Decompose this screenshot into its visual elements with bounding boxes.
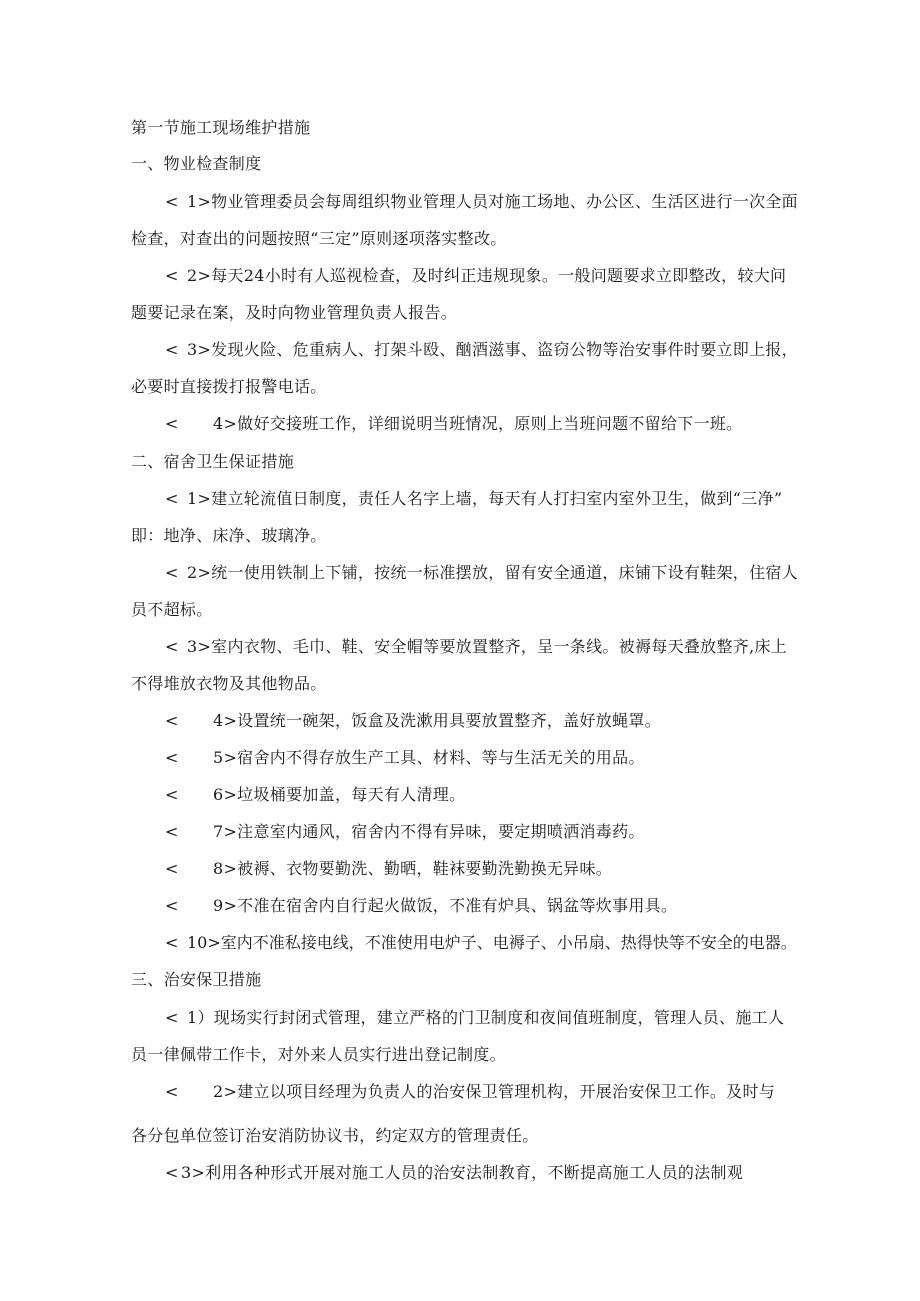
list-item [165, 192, 798, 212]
list-item [165, 563, 798, 583]
item-text: 6>垃圾桶要加盖，每天有人清理。 [213, 785, 466, 804]
list-item [165, 340, 798, 360]
list-item [165, 637, 787, 657]
list-item [165, 859, 612, 879]
list-item [165, 711, 661, 731]
item-marker: < [165, 1163, 179, 1182]
section-heading: 二、宿舍卫生保证措施 [131, 452, 295, 471]
item-text-continued: 即：地净、床净、玻璃净。 [131, 526, 327, 545]
item-marker: < [165, 1082, 179, 1101]
item-marker: < [165, 340, 179, 359]
item-text: 9>不准在宿舍内自行起火做饭，不准有炉具、锅盆等炊事用具。 [213, 896, 678, 915]
item-text: 10>室内不准私接电线，不准使用电炉子、电褥子、小吊扇、热得快等不安全的电器。 [187, 933, 797, 952]
item-marker: < [165, 266, 179, 285]
item-marker: < [165, 933, 179, 952]
item-marker: < [165, 489, 179, 508]
item-text-continued: 题要记录在案，及时向物业管理负责人报告。 [131, 303, 458, 322]
item-marker: < [165, 414, 179, 433]
list-item [165, 785, 465, 805]
item-text-continued: 员一律佩带工作卡，对外来人员实行进出登记制度。 [131, 1045, 506, 1064]
item-marker: < [165, 896, 179, 915]
list-item [165, 414, 743, 434]
list-item [165, 822, 645, 842]
item-text: 2>统一使用铁制上下铺，按统一标准摆放，留有安全通道，床铺下设有鞋架，住宿人 [187, 563, 798, 582]
item-marker: < [165, 563, 179, 582]
item-text-continued: 检查，对查出的问题按照“三定”原则逐项落实整改。 [131, 229, 507, 248]
item-text: 1）现场实行封闭式管理，建立严格的门卫制度和夜间值班制度，管理人员、施工人 [187, 1008, 785, 1027]
item-marker: < [165, 192, 179, 211]
item-text-continued: 员不超标。 [131, 600, 213, 619]
item-marker: < [165, 711, 179, 730]
item-marker: < [165, 748, 179, 767]
item-marker: < [165, 785, 179, 804]
list-item [165, 1008, 784, 1028]
item-text: 8>被褥、衣物要勤洗、勤晒，鞋袜要勤洗勤换无异味。 [213, 859, 613, 878]
list-item [165, 896, 677, 916]
item-text: 4>设置统一碗架，饭盒及洗漱用具要放置整齐，盖好放蝇罩。 [213, 711, 661, 730]
item-text: 3>利用各种形式开展对施工人员的治安法制教育，不断提高施工人员的法制观 [181, 1163, 744, 1182]
list-item [165, 1082, 775, 1102]
item-text: 4>做好交接班工作，详细说明当班情况，原则上当班问题不留给下一班。 [213, 414, 743, 433]
item-text: 1>物业管理委员会每周组织物业管理人员对施工场地、办公区、生活区进行一次全面 [187, 192, 798, 211]
item-text: 5>宿舍内不得存放生产工具、材料、等与生活无关的用品。 [213, 748, 645, 767]
item-text: 2>建立以项目经理为负责人的治安保卫管理机构，开展治安保卫工作。及时与 [213, 1082, 776, 1101]
section-heading: 三、治安保卫措施 [131, 970, 262, 989]
document-title: 第一节施工现场维护措施 [131, 118, 311, 137]
list-item [165, 1163, 743, 1183]
item-text: 7>注意室内通风，宿舍内不得有异味，要定期喷洒消毒药。 [213, 822, 645, 841]
item-text-continued: 不得堆放衣物及其他物品。 [131, 674, 327, 693]
item-marker: < [165, 637, 179, 656]
list-item [165, 933, 797, 953]
item-text-continued: 各分包单位签订治安消防协议书，约定双方的管理责任。 [131, 1126, 539, 1145]
list-item [165, 489, 782, 509]
item-marker: < [165, 822, 179, 841]
item-text: 2>每天24小时有人巡视检查，及时纠正违规现象。一般问题要求立即整改，较大问 [187, 266, 787, 285]
list-item [165, 266, 786, 286]
list-item [165, 748, 645, 768]
item-text: 1>建立轮流值日制度，责任人名字上墙，每天有人打扫室内室外卫生，做到“三净” [187, 489, 783, 508]
item-text: 3>室内衣物、毛巾、鞋、安全帽等要放置整齐，呈一条线。被褥每天叠放整齐,床上 [187, 637, 788, 656]
item-text: 3>发现火险、危重病人、打架斗殴、酗酒滋事、盗窃公物等治安事件时要立即上报， [187, 340, 798, 359]
item-marker: < [165, 1008, 179, 1027]
item-text-continued: 必要时直接拨打报警电话。 [131, 377, 327, 396]
item-marker: < [165, 859, 179, 878]
section-heading: 一、物业检查制度 [131, 154, 262, 173]
